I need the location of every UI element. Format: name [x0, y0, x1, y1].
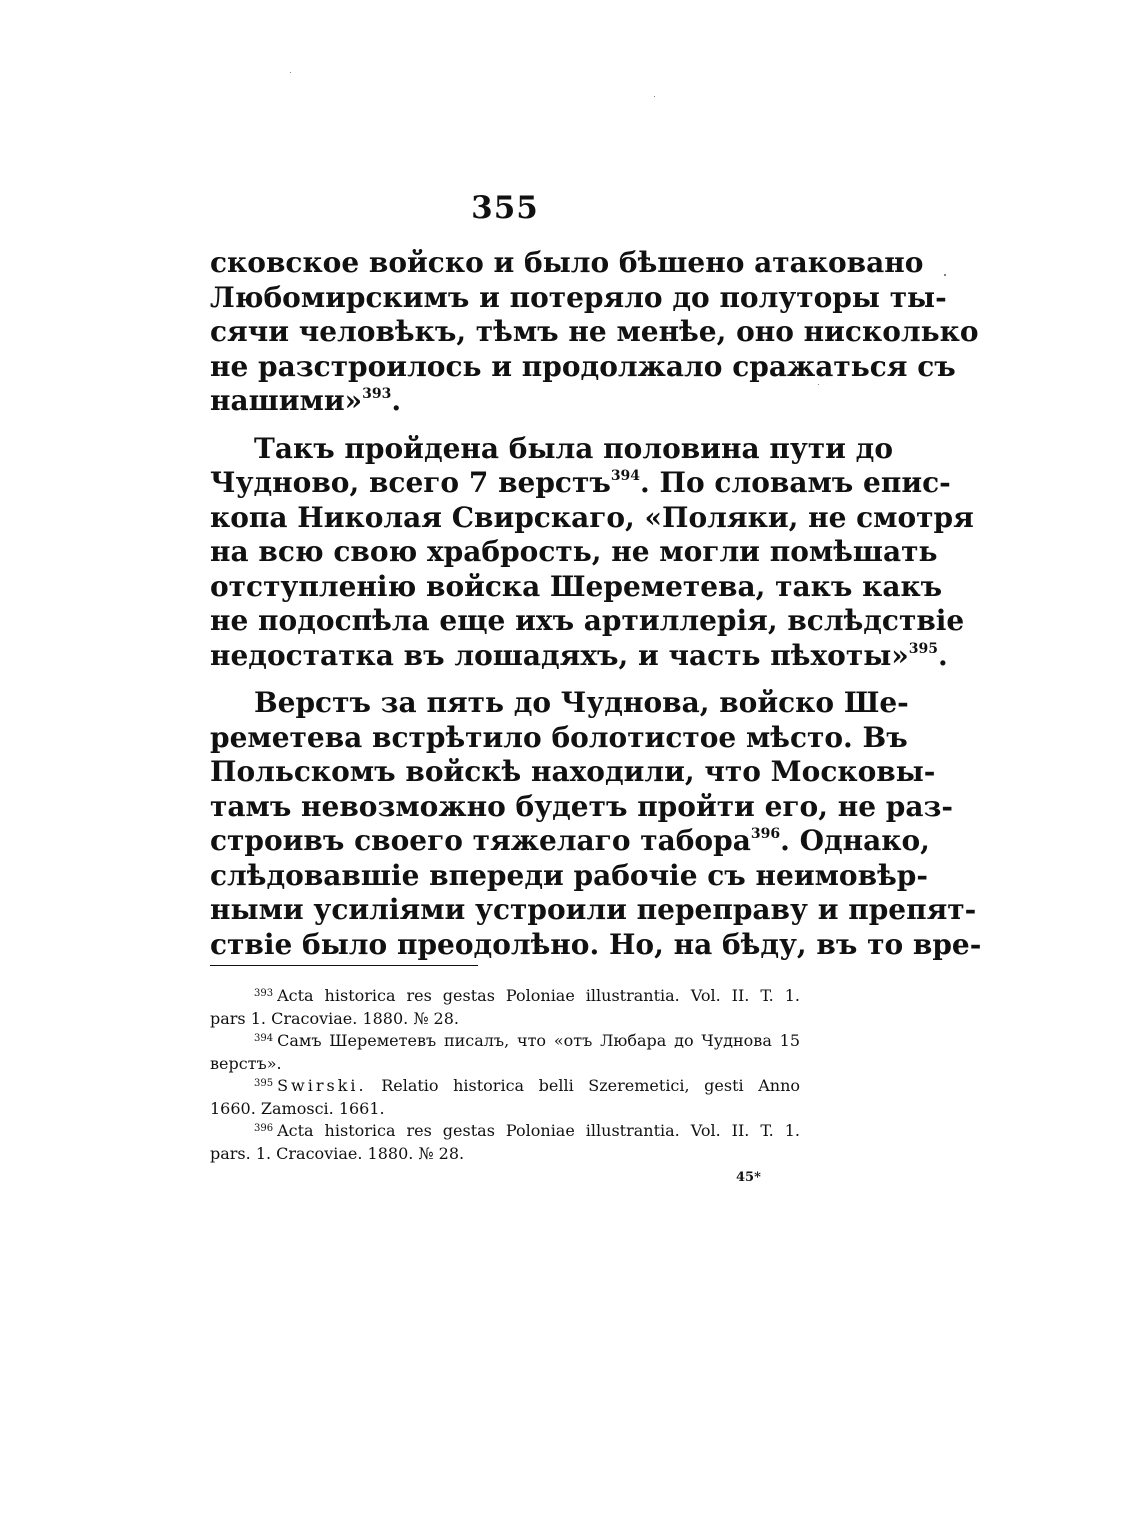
footnotes: [210, 985, 800, 1165]
text-line: [210, 384, 798, 419]
footnote-ref-396: 396: [750, 826, 781, 842]
text-line: сковское войско и было бѣшено атаковано: [210, 246, 924, 279]
footnote-ref-394: 394: [610, 468, 641, 484]
text-line: отступленію войска Шереметева, такъ какъ: [210, 569, 943, 603]
footnote-line: pars 1. Cracoviae. 1880. № 28.: [210, 1008, 459, 1028]
text-line: [210, 466, 951, 501]
text-fragment: недостатка въ лошадяхъ, и часть пѣхоты»: [210, 638, 909, 672]
text-line: не подоспѣла еще ихъ артиллерія, вслѣдствіе: [210, 604, 965, 637]
footnote-line: pars. 1. Cracoviae. 1880. № 28.: [210, 1143, 465, 1163]
text-fragment: .: [938, 638, 948, 672]
footnote-line: [210, 1030, 800, 1053]
footnote-rule: [210, 965, 478, 966]
text-line: Верстъ за пять до Чуднова, войско Ше-: [254, 686, 909, 719]
text-line: тамъ невозможно будетъ пройти его, не раз-: [210, 789, 953, 823]
footnote-text: Acta historica res gestas Poloniae illustrantia. Vol. II. T. 1.: [277, 986, 800, 1005]
footnote-text: Relatio historica belli Szeremetici, gesti Anno: [366, 1076, 800, 1095]
footnote-395: [210, 1075, 800, 1120]
footnote-line: верстъ».: [210, 1053, 282, 1073]
footnote-ref-393: 393: [362, 386, 392, 402]
main-text: [210, 246, 982, 975]
text-line: слѣдовавшіе впереди рабочіе съ неимовѣр-: [210, 858, 928, 892]
scan-speck: [944, 274, 946, 276]
text-fragment: нашими»: [210, 384, 363, 417]
footnote-number: 395: [254, 1078, 274, 1089]
footnote-number: 393: [254, 988, 274, 999]
footnote-394: [210, 1030, 800, 1075]
text-line: сячи человѣкъ, тѣмъ не менѣе, оно нисколько: [210, 315, 979, 348]
footnote-line: [210, 1120, 800, 1143]
paragraph-3: [210, 686, 982, 962]
footnote-line: 1660. Zamosci. 1661.: [210, 1098, 385, 1118]
scan-speck: [818, 384, 819, 385]
scan-speck: [290, 72, 291, 73]
footnote-ref-395: 395: [908, 640, 939, 657]
text-line: [210, 638, 948, 674]
footnote-author: Swirski.: [277, 1076, 367, 1095]
page-number: 355: [471, 190, 539, 226]
text-line: [210, 824, 930, 859]
footnote-number: 396: [254, 1123, 274, 1134]
footnote-number: 394: [254, 1033, 274, 1044]
footnote-text: Самъ Шереметевъ писалъ, что «отъ Любара до Чуднова 15: [277, 1031, 800, 1050]
footnote-text: Acta historica res gestas Poloniae illustrantia. Vol. II. T. 1.: [277, 1121, 800, 1140]
footnote-line: [210, 985, 800, 1008]
text-fragment: .: [391, 384, 402, 417]
text-line: реметева встрѣтило болотистое мѣсто. Въ: [210, 720, 908, 754]
footnote-line: [210, 1075, 800, 1098]
text-line: ными усиліями устроили переправу и препят-: [210, 893, 977, 926]
text-line: на всю свою храбрость, не могли помѣшать: [210, 535, 938, 568]
paragraph-2: [210, 431, 974, 674]
text-fragment: . По словамъ епис-: [640, 466, 951, 499]
text-line: Польскомъ войскѣ находили, что Московы-: [210, 755, 936, 788]
text-line: копа Николая Свирскаго, «Поляки, не смотря: [210, 500, 974, 534]
text-line: Такъ пройдена была половина пути до: [254, 431, 893, 465]
text-line: ствіе было преодолѣно. Но, на бѣду, въ то вре-: [210, 927, 982, 961]
footnote-396: [210, 1120, 800, 1165]
text-fragment: строивъ своего тяжелаго табора: [210, 824, 751, 857]
footnote-393: [210, 985, 800, 1030]
text-fragment: Чудново, всего 7 верстъ: [210, 466, 611, 499]
text-fragment: . Однако,: [780, 824, 930, 857]
scan-speck: [654, 96, 655, 97]
text-line: Любомирскимъ и потеряло до полуторы ты-: [210, 280, 947, 314]
signature-mark: 45*: [736, 1170, 761, 1185]
paragraph-1: [210, 246, 979, 419]
text-line: не разстроилось и продолжало сражаться съ: [210, 349, 956, 383]
